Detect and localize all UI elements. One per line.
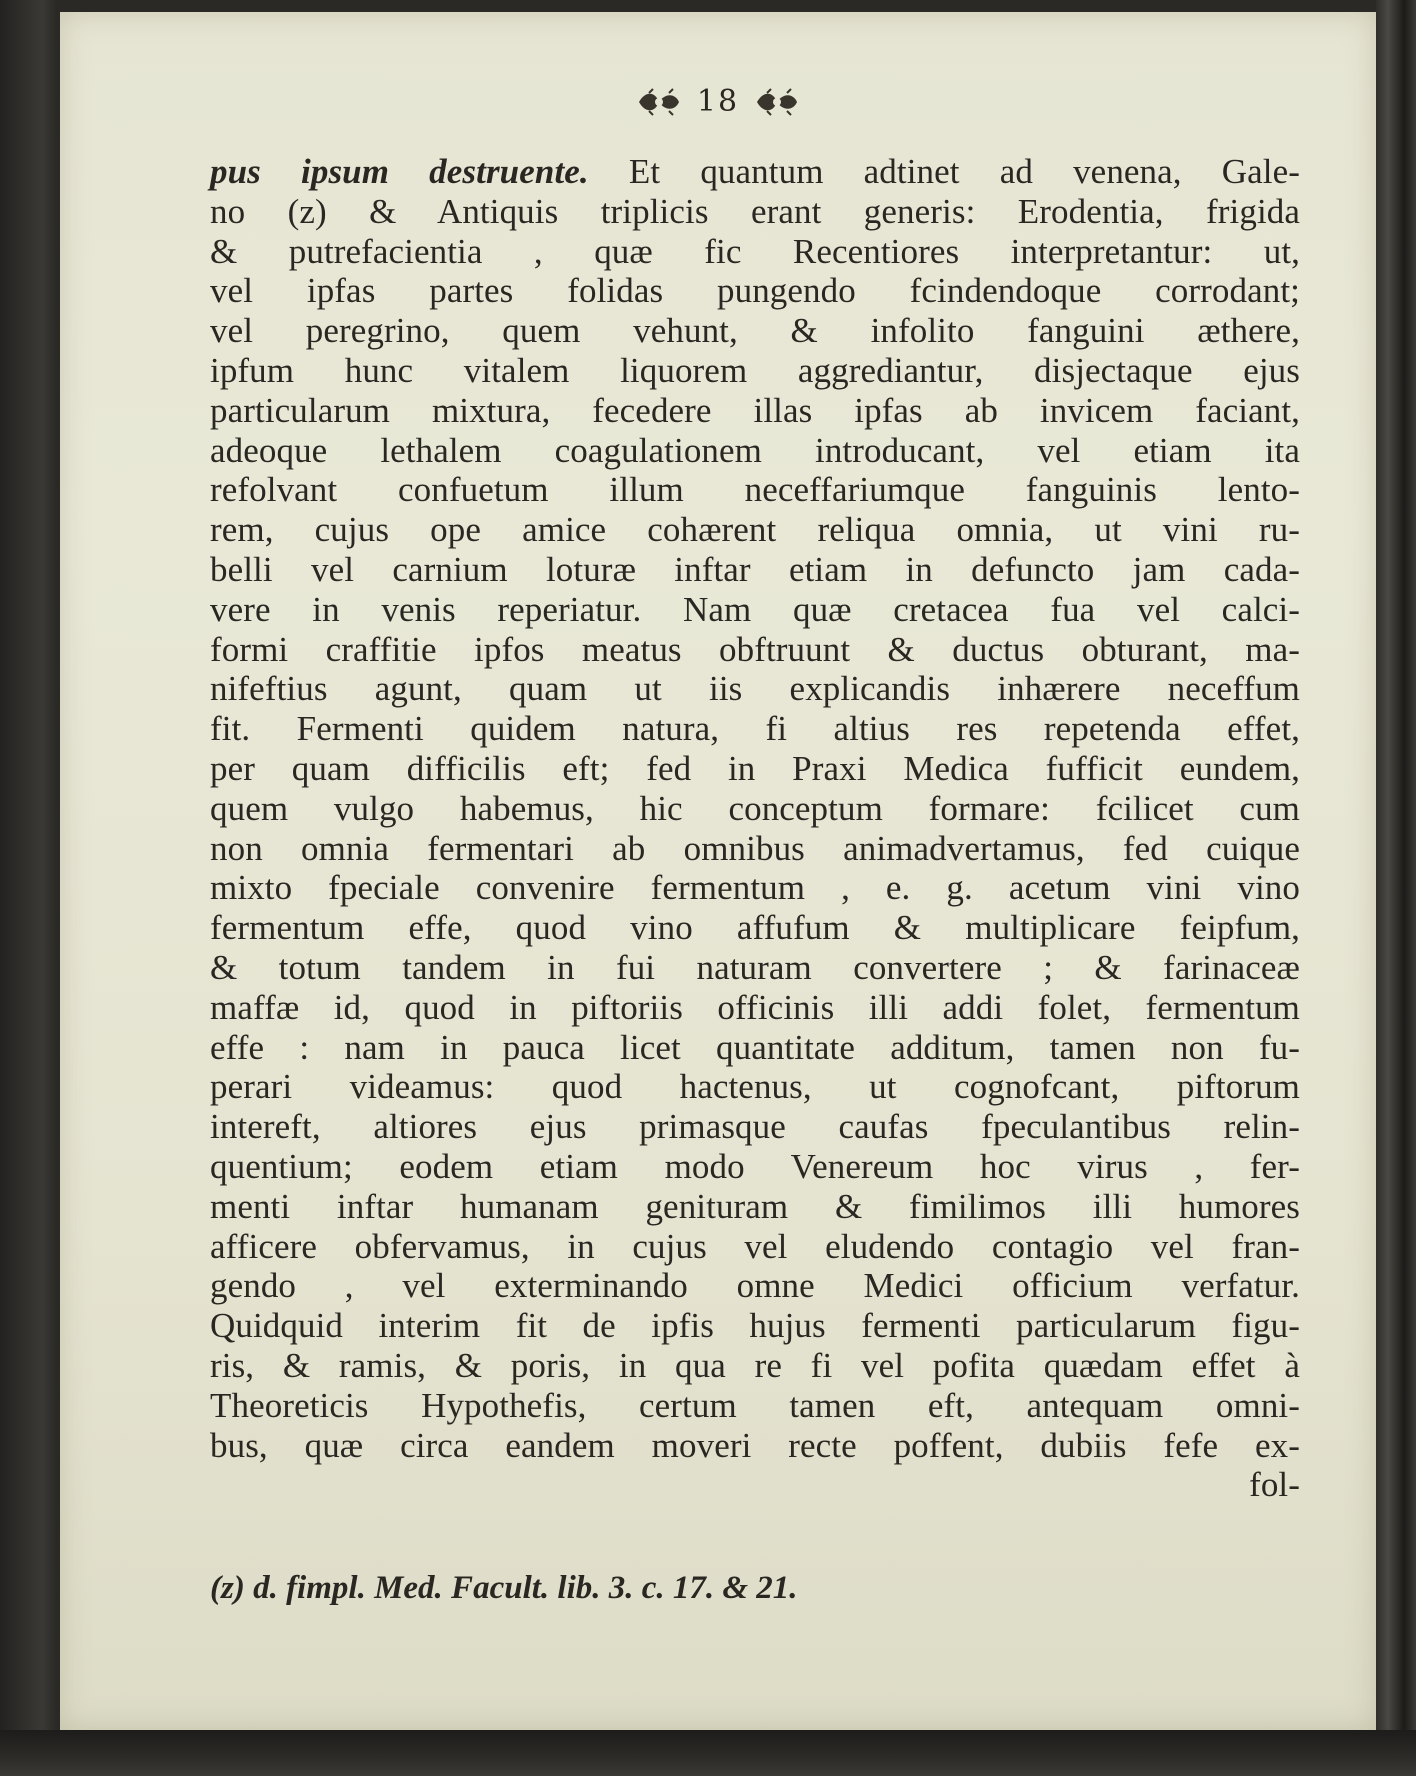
text-line: vere in venis reperiatur. Nam quæ cretacea fua vel calci-	[210, 589, 1300, 629]
text-line: Quidquid interim fit de ipfis hujus fermenti particularum figu-	[210, 1306, 1300, 1346]
italic-phrase: pus ipsum destruente.	[210, 152, 589, 191]
text-line: refolvant confuetum illum neceffariumque fanguinis lento-	[210, 470, 1300, 510]
text-line: menti inftar humanam genituram & fimilimos illi humores	[210, 1186, 1300, 1226]
text-line: ipfum hunc vitalem liquorem aggrediantur, disjectaque ejus	[210, 350, 1300, 390]
catchword: fol-	[1249, 1465, 1300, 1505]
text-line: & totum tandem in fui naturam convertere ; & farinaceæ	[210, 947, 1300, 987]
text-line: vel peregrino, quem vehunt, & infolito fanguini æthere,	[210, 311, 1300, 351]
text-line: fit. Fermenti quidem natura, fi altius res repetenda effet,	[210, 709, 1300, 749]
floral-ornament-right-icon	[753, 87, 801, 117]
text-line: afficere obfervamus, in cujus vel eludendo contagio vel fran-	[210, 1226, 1300, 1266]
text-line: perari videamus: quod hactenus, ut cognofcant, piftorum	[210, 1067, 1300, 1107]
page-header	[60, 84, 1376, 124]
text-line: mixto fpeciale convenire fermentum , e. g. acetum vini vino	[210, 868, 1300, 908]
text-line: Theoreticis Hypothefis, certum tamen eft, antequam omni-	[210, 1385, 1300, 1425]
text-line: rem, cujus ope amice cohærent reliqua omnia, ut vini ru-	[210, 510, 1300, 550]
body-text	[210, 152, 1300, 1505]
text-line: adeoque lethalem coagulationem introducant, vel etiam ita	[210, 430, 1300, 470]
text-line: belli vel carnium loturæ inftar etiam in defuncto jam cada-	[210, 549, 1300, 589]
text-line: fermentum effe, quod vino affufum & multiplicare feipfum,	[210, 908, 1300, 948]
text-line: non omnia fermentari ab omnibus animadvertamus, fed cuique	[210, 828, 1300, 868]
page-edge-right	[1376, 0, 1416, 1776]
text-line: ris, & ramis, & poris, in qua re fi vel pofita quædam effet à	[210, 1345, 1300, 1385]
text-line: intereft, altiores ejus primasque caufas fpeculantibus relin-	[210, 1107, 1300, 1147]
text-line: vel ipfas partes folidas pungendo fcindendoque corrodant;	[210, 271, 1300, 311]
text-line: particularum mixtura, fecedere illas ipfas ab invicem faciant,	[210, 390, 1300, 430]
book-page	[60, 12, 1376, 1730]
text-line: formi craffitie ipfos meatus obftruunt & ductus obturant, ma-	[210, 629, 1300, 669]
text-line: & putrefacientia , quæ fic Recentiores interpretantur: ut,	[210, 231, 1300, 271]
text-line: effe : nam in pauca licet quantitate additum, tamen non fu-	[210, 1027, 1300, 1067]
page-edge-bottom	[0, 1730, 1416, 1776]
floral-ornament-left-icon	[635, 87, 683, 117]
text-line: per quam difficilis eft; fed in Praxi Medica fufficit eundem,	[210, 748, 1300, 788]
text-line: no (z) & Antiquis triplicis erant generis: Erodentia, frigida	[210, 191, 1300, 231]
page-number: 18	[696, 84, 740, 119]
text-line: nifeftius agunt, quam ut iis explicandis inhærere neceffum	[210, 669, 1300, 709]
footnote: (z) d. fimpl. Med. Facult. lib. 3. c. 17. & 21.	[210, 1570, 798, 1606]
text-line: quentium; eodem etiam modo Venereum hoc virus , fer-	[210, 1146, 1300, 1186]
text-line: maffæ id, quod in piftoriis officinis illi addi folet, fermentum	[210, 987, 1300, 1027]
text-line: pus ipsum destruente. Et quantum adtinet ad venena, Gale-	[210, 152, 1300, 191]
text-line: quem vulgo habemus, hic conceptum formare: fcilicet cum	[210, 788, 1300, 828]
text-line: bus, quæ circa eandem moveri recte poffent, dubiis fefe ex-	[210, 1425, 1300, 1465]
text-line: gendo , vel exterminando omne Medici officium verfatur.	[210, 1266, 1300, 1306]
